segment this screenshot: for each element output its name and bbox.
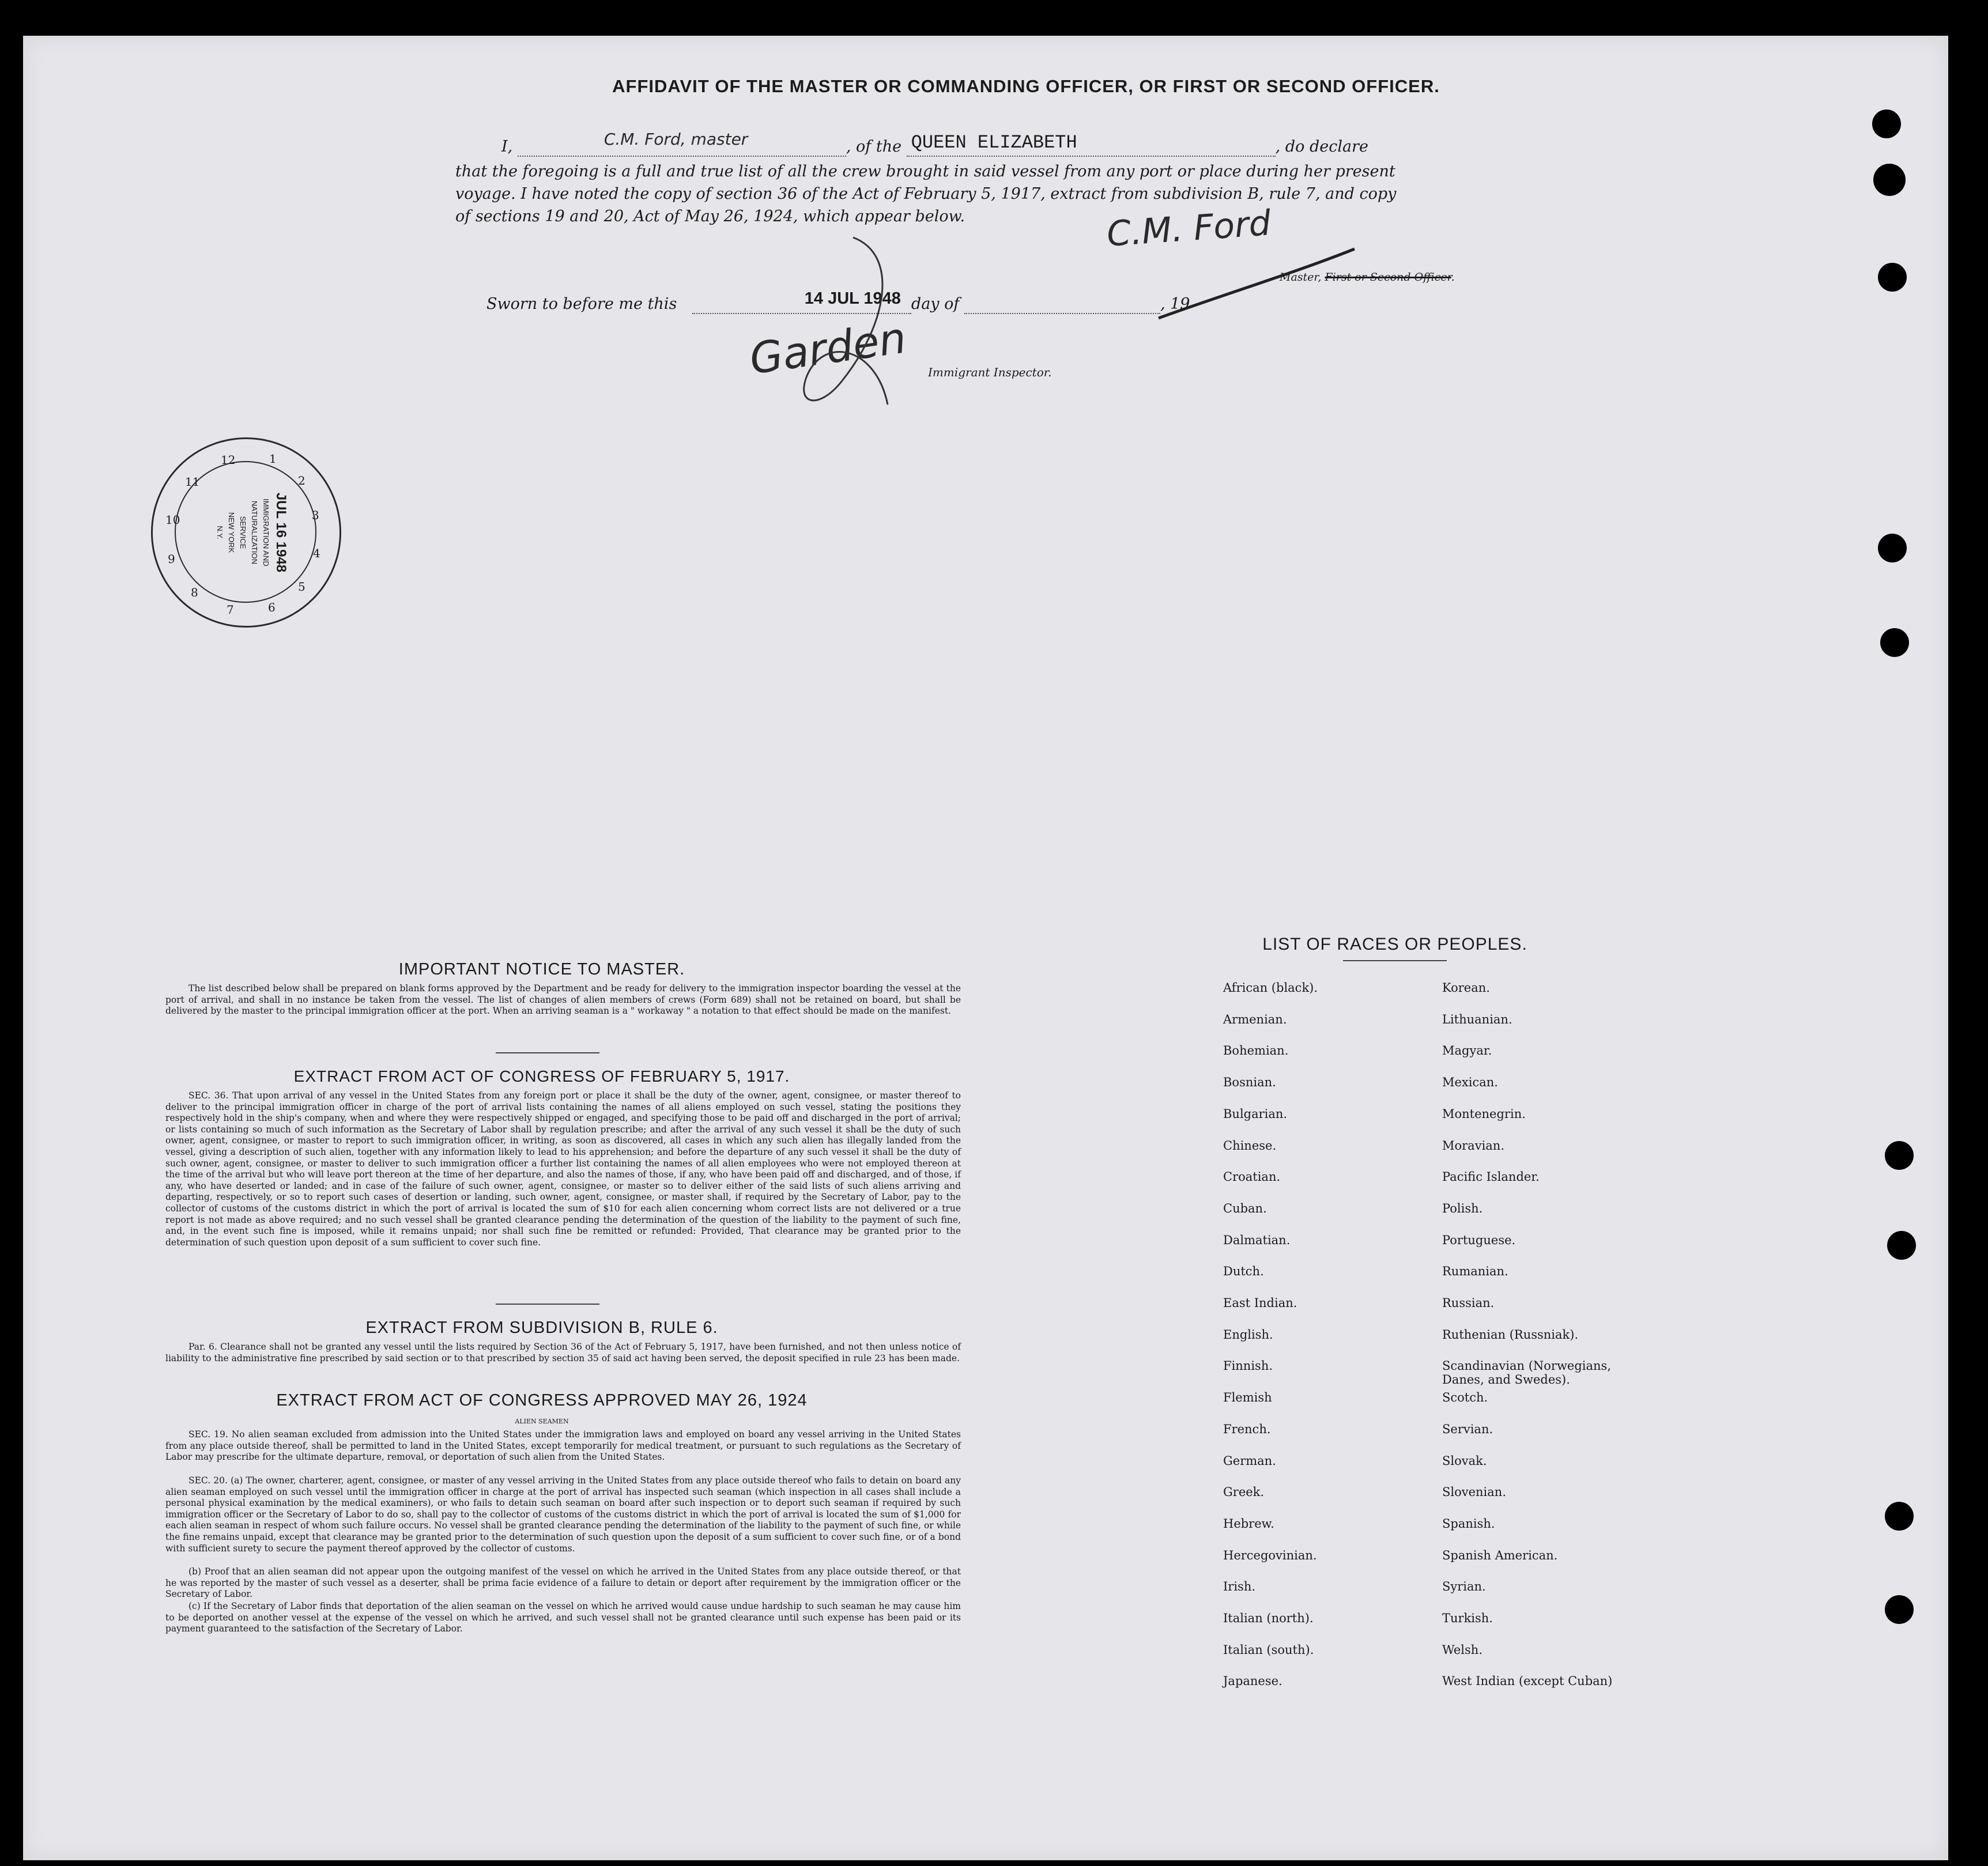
race-item: African (black). (1223, 981, 1318, 995)
punch-hole (1887, 1231, 1916, 1260)
race-item: German. (1223, 1453, 1276, 1468)
race-item: Turkish. (1442, 1611, 1493, 1625)
race-item: Moravian. (1442, 1138, 1505, 1153)
extract-1924-subheading: ALIEN SEAMEN (515, 1418, 569, 1425)
inspector-signature: Garden (746, 313, 910, 384)
race-item: Servian. (1442, 1422, 1493, 1436)
races-heading: LIST OF RACES OR PEOPLES. (1262, 935, 1527, 954)
punch-hole (1880, 628, 1909, 657)
race-item: Bohemian. (1223, 1044, 1289, 1058)
stamp-ring-number: 11 (185, 475, 200, 489)
race-item: Irish. (1223, 1580, 1256, 1594)
race-item: Italian (north). (1223, 1611, 1314, 1625)
document-page (23, 36, 1948, 1860)
race-item: Bulgarian. (1223, 1106, 1288, 1121)
race-item: Chinese. (1223, 1138, 1277, 1153)
master-title (1280, 271, 1455, 284)
affidavit-line-4: of sections 19 and 20, Act of May 26, 1924, which appear below. (455, 207, 965, 225)
master-end: . (1451, 271, 1455, 284)
inspector-signature-loops (772, 232, 934, 428)
punch-hole (1885, 1141, 1914, 1170)
declarant-name-handwriting: C.M. Ford, master (603, 130, 748, 149)
affidavit-line-3: voyage. I have noted the copy of section 36 of the Act of February 5, 1917, extract from subdivision B, rule 7, and copy (455, 185, 1397, 203)
race-item: Welsh. (1442, 1642, 1482, 1657)
race-item: Hebrew. (1223, 1516, 1274, 1531)
race-item: Dalmatian. (1223, 1233, 1291, 1247)
race-item: Scandinavian (Norwegians, Danes, and Swedes). (1442, 1359, 1612, 1387)
extract-1924-sec19: SEC. 19. No alien seaman excluded from admission into the United States under the immigration laws and employed on board any vessel arriving in the United States from any place outside thereof, shall be permitted to land in the United States, except temporarily for medical treatment, or pursuant to such regulations as the Secretary of Labor may prescribe for the ultimate departure, removal, or deportation of such alien from the United States. (165, 1429, 961, 1463)
affidavit-i-label: I, (501, 138, 513, 156)
race-item: Italian (south). (1223, 1642, 1314, 1657)
race-item: Dutch. (1223, 1264, 1264, 1279)
stamp-ring-number: 7 (227, 603, 234, 617)
race-item: Armenian. (1223, 1012, 1287, 1026)
stamp-ring-number: 9 (168, 552, 175, 566)
stamp-line-4: NEW YORK (227, 512, 236, 553)
affidavit-line-1 (501, 130, 1545, 157)
extract-1924-heading: EXTRACT FROM ACT OF CONGRESS APPROVED MAY 26, 1924 (276, 1391, 808, 1410)
race-item: English. (1223, 1327, 1273, 1342)
subdivision-heading: EXTRACT FROM SUBDIVISION B, RULE 6. (365, 1319, 718, 1337)
race-item: Spanish. (1442, 1516, 1495, 1531)
race-item: Greek. (1223, 1485, 1265, 1499)
affidavit-heading: AFFIDAVIT OF THE MASTER OR COMMANDING OFFICER, OR FIRST OR SECOND OFFICER. (612, 76, 1440, 96)
inspector-label: Immigrant Inspector. (928, 365, 1052, 379)
notice-heading: IMPORTANT NOTICE TO MASTER. (398, 960, 685, 979)
race-item: West Indian (except Cuban) (1442, 1674, 1613, 1689)
sworn-label: Sworn to before me this (486, 295, 677, 313)
race-item: Portuguese. (1442, 1233, 1516, 1247)
stamp-line-5: N.Y. (216, 526, 224, 539)
year-label: , 19 (1160, 295, 1190, 313)
stamp-date: JUL 16 1948 (273, 492, 289, 573)
stamp-ring-number: 6 (268, 600, 276, 614)
race-item: Slovak. (1442, 1453, 1487, 1468)
divider (496, 1052, 599, 1053)
stamp-ring-number: 1 (269, 452, 277, 466)
sworn-month-field (964, 295, 1160, 314)
extract-1917-body: SEC. 36. That upon arrival of any vessel in the United States from any foreign port or place it shall be the duty of the owner, agent, consignee, or master thereof to deliver to the principal immigration officer in charge of the port of arrival lists containing the names of all aliens employed on such vessel, stating the positions they respectively hold in the ship's company, when and where they were respectively shipped or engaged, and specifying those to be paid off and discharged in the port of arrival; or lists containing so much of such information as the Secretary of Labor shall by regulation prescribe; and after the arrival of any such vessel it shall be the duty of such owner, agent, consignee, or master to report to such immigration officer, in writing, as soon as discovered, all cases in which any such alien has illegally landed from the vessel, giving a description of such alien, together with any information likely to lead to his apprehension; and before the departure of any such vessel it shall be the duty of such owner, agent, consignee, or master to deliver to such immigration officer a further list containing the names of all alien employees who were not employed thereon at the time of the arrival but who will leave port thereon at the time of her departure, and also the names of those, if any, who have been paid off and discharged, and of those, if any, who have deserted or landed; and in case of the failure of such owner, agent, consignee, or master so to deliver either of the said lists of such aliens arriving and departing, respectively, or so to report such cases of desertion or landing, such owner, agent, consignee, or master shall, if required by the Secretary of Labor, pay to the collector of customs of the customs district in which the port of arrival is located the sum of $10 for each alien concerning whom correct lists are not delivered or a true report is not made as above required; and no such vessel shall be granted clearance pending the determination of the question of the liability to the payment of such fine, and, in the event such fine is imposed, while it remains unpaid; nor shall such fine be remitted or refunded: Provided, That clearance may be granted prior to the determination of such question upon deposit of a sum sufficient to cover such fine. (165, 1090, 961, 1248)
stamp-ring-number: 5 (298, 580, 305, 594)
race-item: Pacific Islander. (1442, 1170, 1540, 1184)
race-item: Ruthenian (Russniak). (1442, 1327, 1579, 1342)
race-item: Korean. (1442, 981, 1490, 995)
race-item: Montenegrin. (1442, 1106, 1526, 1121)
stamp-ring-number: 10 (165, 513, 180, 527)
stamp-line-2: NATURALIZATION (250, 500, 259, 565)
race-item: Flemish (1223, 1391, 1272, 1405)
day-of-label: day of (911, 295, 960, 313)
race-item: Russian. (1442, 1296, 1495, 1310)
race-item: Spanish American. (1442, 1548, 1558, 1562)
race-item: Japanese. (1223, 1674, 1282, 1689)
race-item: Hercegovinian. (1223, 1548, 1317, 1562)
stamp-ring-number: 12 (221, 453, 236, 467)
stamp-number-ring (153, 439, 339, 626)
stamp-ring-number: 2 (298, 474, 305, 488)
extract-1924-sec20c: (c) If the Secretary of Labor finds that deportation of the alien seaman on the vessel on which he arrived would cause undue hardship to such seaman he may cause him to be deported on another vessel at the expense of the vessel on which he arrived, and such vessel shall not be granted clearance until such expense has been paid or its payment guaranteed to the satisfaction of the Secretary of Labor. (165, 1601, 961, 1634)
sworn-date-stamp: 14 JUL 1948 (804, 289, 901, 308)
master-struck-text: First or Second Officer (1325, 271, 1451, 284)
punch-hole (1878, 534, 1907, 562)
declarant-name-field (518, 130, 846, 157)
signature-flourish (1153, 237, 1366, 330)
race-item: Cuban. (1223, 1201, 1267, 1215)
stamp-ring-number: 4 (313, 546, 320, 560)
race-item: Magyar. (1442, 1044, 1492, 1058)
master-signature: C.M. Ford (1105, 203, 1272, 255)
punch-hole (1878, 263, 1907, 292)
race-item: Scotch. (1442, 1391, 1488, 1405)
extract-1924-sec20b: (b) Proof that an alien seaman did not appear upon the outgoing manifest of the vessel on which he arrived in the United States from any place outside thereof, or that he was reported by the master of such vessel as a deserter, shall be prima facie evidence of a failure to detain or deport after requirement by the immigration officer or the Secretary of Labor. (165, 1566, 961, 1600)
race-item: Finnish. (1223, 1359, 1273, 1373)
race-item: Polish. (1442, 1201, 1483, 1215)
extract-1917-heading: EXTRACT FROM ACT OF CONGRESS OF FEBRUARY 5, 1917. (293, 1067, 790, 1085)
punch-hole (1872, 109, 1901, 138)
stamp-line-1: IMMIGRATION AND (262, 498, 270, 566)
race-item: Lithuanian. (1442, 1012, 1512, 1026)
punch-hole (1873, 164, 1906, 196)
immigration-stamp (151, 437, 341, 628)
race-item: Rumanian. (1442, 1264, 1508, 1279)
race-item: East Indian. (1223, 1296, 1297, 1310)
stamp-line-3: SERVICE (239, 516, 247, 549)
punch-hole (1885, 1502, 1914, 1531)
punch-hole (1885, 1595, 1914, 1624)
subdivision-body: Par. 6. Clearance shall not be granted any vessel until the lists required by Section 36 of the Act of February 5, 1917, have been furnished, and not then unless notice of liability to the administrative fine prescribed by said section or to that prescribed by section 35 of said act having been served, the deposit specified in rule 23 has been made. (165, 1342, 961, 1363)
stamp-ring-number: 3 (312, 508, 319, 522)
do-declare-label: , do declare (1275, 138, 1368, 156)
of-the-label: , of the (846, 138, 902, 156)
race-item: Croatian. (1223, 1170, 1281, 1184)
race-item: French. (1223, 1422, 1271, 1436)
divider (496, 1304, 599, 1305)
race-item: Syrian. (1442, 1580, 1486, 1594)
affidavit-line-2: that the foregoing is a full and true list of all the crew brought in said vessel from any port or place during her present (455, 163, 1395, 180)
divider (1343, 960, 1447, 961)
vessel-name: QUEEN ELIZABETH (911, 132, 1077, 153)
extract-1924-sec20a: SEC. 20. (a) The owner, charterer, agent, consignee, or master of any vessel arriving in the United States from any place outside thereof who fails to detain on board any alien seaman employed on such vessel until the immigration officer in charge at the port of arrival has inspected such seaman (which inspection in all cases shall include a personal physical examination by the medical examiners), or who fails to detain such seaman on board after such inspection or to deport such seaman if required by such immigration officer or the Secretary of Labor to do so, shall pay to the collector of customs of the customs district in which the port of arrival is located the sum of $1,000 for each alien seaman in respect of whom such failure occurs. No vessel shall be granted clearance pending the determination of the liability to the payment of such fine, or while the fine remains unpaid, except that clearance may be granted prior to the determination of such question upon the deposit of a sum sufficient to cover such fine, or of a bond with sufficient surety to secure the payment thereof approved by the collector of customs. (165, 1475, 961, 1554)
notice-body: The list described below shall be prepared on blank forms approved by the Department and be ready for delivery to the immigration inspector boarding the vessel at the port of arrival, and shall in no instance be taken from the vessel. The list of changes of alien members of crews (Form 689) shall not be retained on board, but shall be delivered by the master to the principal immigration officer at the port. When an arriving seaman is a " workaway " a notation to that effect should be made on the manifest. (165, 983, 961, 1017)
vessel-name-field (907, 132, 1276, 157)
race-item: Slovenian. (1442, 1485, 1506, 1499)
race-item: Bosnian. (1223, 1075, 1276, 1090)
stamp-ring-number: 8 (191, 586, 198, 599)
master-label: Master, (1280, 271, 1322, 284)
race-item: Mexican. (1442, 1075, 1498, 1090)
